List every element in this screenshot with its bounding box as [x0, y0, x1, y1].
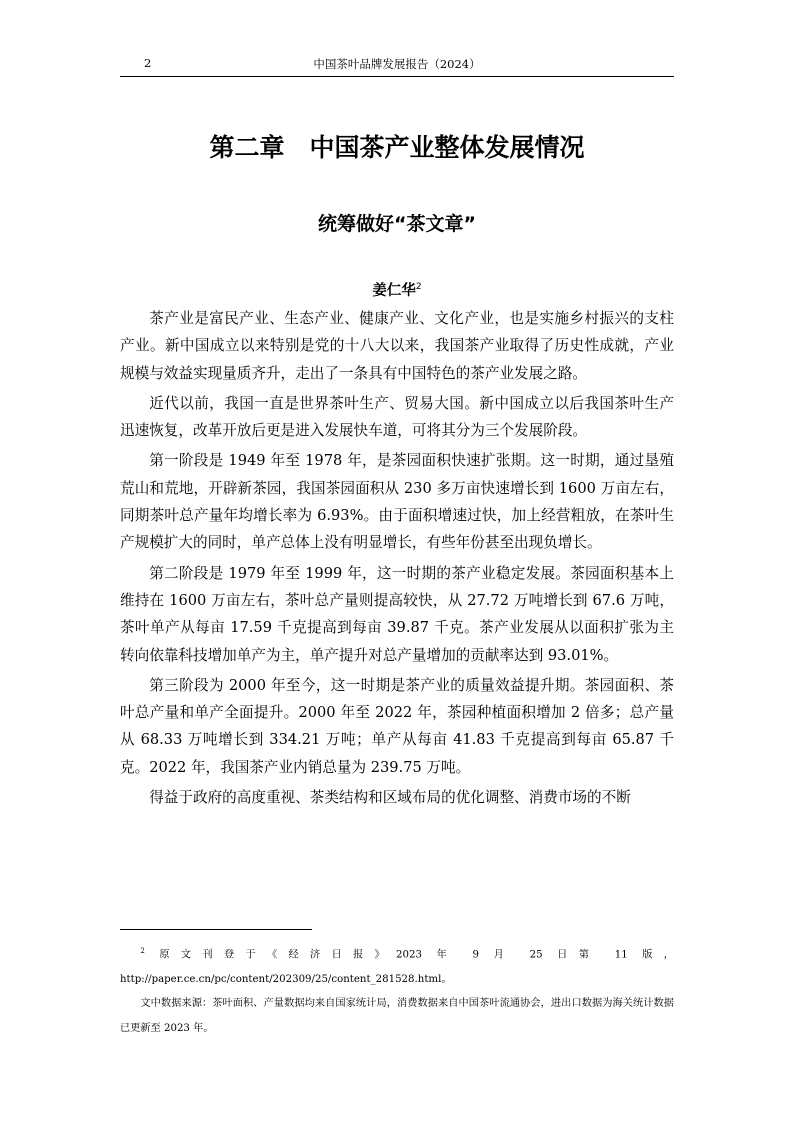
footnotes	[120, 939, 674, 1041]
paragraph-1: 茶产业是富民产业、生态产业、健康产业、文化产业，也是实施乡村振兴的支柱产业。新中国成立以来特别是党的十八大以来，我国茶产业取得了历史性成就，产业规模与效益实现量质齐升，走出了一条具有中国特色的茶产业发展之路。	[120, 310, 674, 382]
page-header	[120, 54, 674, 77]
paragraph-5: 第三阶段为 2000 年至今，这一时期是茶产业的质量效益提升期。茶园面积、茶叶总产量和单产全面提升。2000 年至 2022 年，茶园种植面积增加 2 倍多；总产量从 68.33 万吨增长到 334.21 万吨；单产从每亩 41.83 千克提高到每亩 65.87 千克。2022 年，我国茶产业内销总量为 239.75 万吨。	[120, 676, 674, 776]
author-name: 姜仁华	[372, 283, 416, 299]
section-title: 统筹做好“茶文章”	[318, 213, 476, 235]
paragraph-2: 近代以前，我国一直是世界茶叶生产、贸易大国。新中国成立以后我国茶叶生产迅速恢复，改革开放后更是进入发展快车道，可将其分为三个发展阶段。	[120, 394, 674, 440]
footnote-source-text: 原文刊登于《经济日报》2023 年 9 月 25 日第 11 版，http://paper.ce.cn/pc/content/202309/25/content_281528.html。	[120, 949, 674, 985]
footnote-divider	[120, 929, 312, 930]
page-number: 2	[144, 56, 152, 70]
running-title: 中国茶叶品牌发展报告（2024）	[313, 57, 481, 71]
chapter-title: 第二章 中国茶产业整体发展情况	[209, 133, 585, 162]
paragraph-4: 第二阶段是 1979 年至 1999 年，这一时期的茶产业稳定发展。茶园面积基本上维持在 1600 万亩左右，茶叶总产量则提高较快，从 27.72 万吨增长到 67.6 万吨，茶叶单产从每亩 17.59 千克提高到每亩 39.87 千克。茶产业发展从以面积扩张为主转向依靠科技增加单产为主，单产提升对总产量增加的贡献率达到 93.01%。	[120, 564, 674, 664]
paragraph-3: 第一阶段是 1949 年至 1978 年，是茶园面积快速扩张期。这一时期，通过垦殖荒山和荒地，开辟新茶园，我国茶园面积从 230 多万亩快速增长到 1600 万亩左右，同期茶叶总产量年均增长率为 6.93%。由于面积增速过快，加上经营粗放，在茶叶生产规模扩大的同时，单产总体上没有明显增长，有些年份甚至出现负增长。	[120, 452, 674, 552]
footnote-source	[120, 939, 674, 992]
footnote-mark: 2	[140, 947, 145, 955]
footnote-data-note: 文中数据来源：茶叶面积、产量数据均来自国家统计局，消费数据来自中国茶叶流通协会，进出口数据为海关统计数据已更新至 2023 年。	[120, 998, 674, 1034]
article-body	[120, 305, 674, 814]
paragraph-6: 得益于政府的高度重视、茶类结构和区域布局的优化调整、消费市场的不断	[149, 789, 631, 807]
author-footnote-mark[interactable]: 2	[415, 282, 422, 293]
author-line	[120, 279, 674, 300]
